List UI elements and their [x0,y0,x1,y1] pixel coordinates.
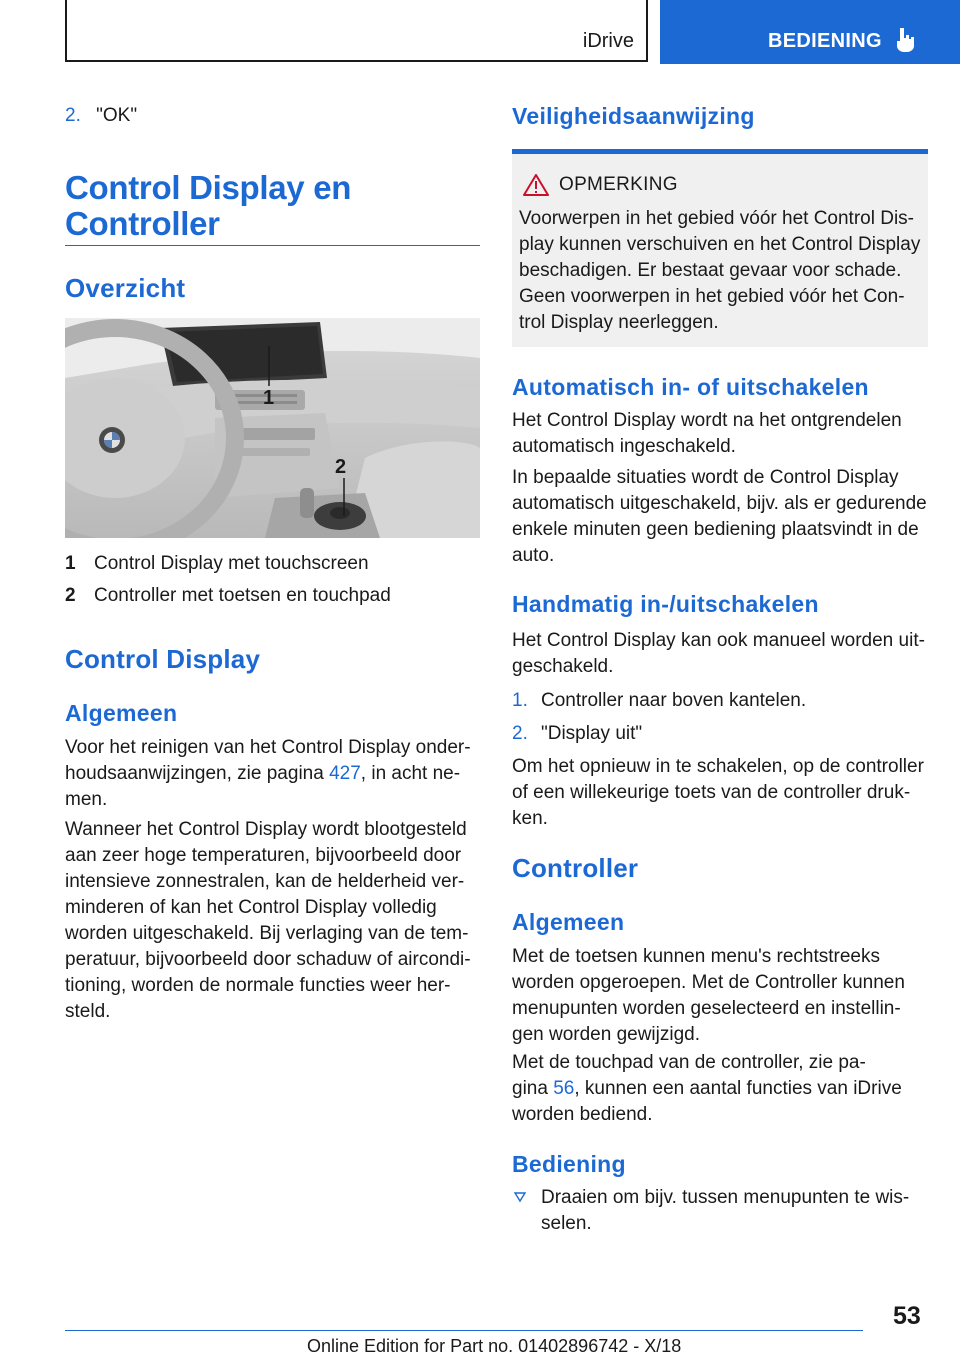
paragraph [65,735,485,813]
chapter-title [65,170,351,242]
paragraph [512,465,932,569]
paragraph [512,1050,932,1128]
legend-number: 2 [65,585,76,606]
warning-note [512,149,928,347]
paragraph-line: enkele minuten geen bediening plaatsvindt in de [512,519,919,540]
header-section-title: iDrive [582,30,634,52]
list-item [65,105,137,127]
paragraph-line: automatisch ingeschakeld. [512,436,736,457]
paragraph-text: houdsaanwijzingen, zie pagina [65,763,330,784]
subsection-heading-bediening: Bediening [512,1151,626,1177]
bullet-line: selen. [541,1213,592,1234]
header-chapter-tab [660,0,960,64]
paragraph-line: minderen of kan het Control Display volledig [65,897,437,918]
list-item-number: 2. [65,105,81,126]
paragraph [512,754,932,832]
figure-callout-2: 2 [335,456,347,478]
paragraph-line: steld. [65,1001,111,1022]
paragraph-line: worden bediend. [512,1104,653,1125]
section-heading-controller: Controller [512,853,639,883]
paragraph-text: , kunnen een aantal functies van iDrive [574,1078,902,1099]
section-heading-overzicht: Overzicht [65,273,186,303]
paragraph-line: auto. [512,545,555,566]
footer-edition: Online Edition for Part no. 01402896742 - X/18 [307,1336,682,1356]
subsection-heading-algemeen: Algemeen [512,909,625,935]
list-item-text: Controller naar boven kantelen. [541,690,807,711]
footer-rule [65,1330,863,1331]
list-item-number: 2. [512,723,528,744]
pointing-hand-icon [893,26,917,54]
warning-triangle-icon [523,174,549,196]
page-link-427[interactable]: 427 [329,763,361,784]
figure-callout-1: 1 [263,387,275,409]
subsection-heading-auto: Automatisch in- of uitschakelen [512,374,869,400]
paragraph-line: worden opgeroepen. Met de Controller kunnen [512,972,905,993]
bullet-line: Draaien om bijv. tussen menupunten te wis‐ [541,1187,910,1208]
note-line: Voorwerpen in het gebied vóór het Control Dis‐ [519,208,915,229]
paragraph-line: tioning, worden de normale functies weer her‐ [65,975,451,996]
header-section-box [65,0,648,62]
paragraph [512,628,932,680]
paragraph-line: Met de touchpad van de controller, zie pa‐ [512,1052,866,1073]
header-chapter-title: BEDIENING [768,30,882,52]
legend-item [65,585,391,607]
page-number: 53 [893,1302,921,1330]
paragraph-text: , in acht ne‐ [360,763,461,784]
list-item-text: "Display uit" [541,723,643,744]
paragraph-line: worden uitgeschakeld. Bij verlaging van de tem‐ [65,923,469,944]
title-rule [65,245,480,246]
paragraph-line: ken. [512,808,548,829]
subsection-heading-handmatig: Handmatig in-/uitschakelen [512,591,819,617]
note-line: trol Display neerleggen. [519,312,719,333]
paragraph-line: Om het opnieuw in te schakelen, op de controller [512,756,924,777]
dashboard-figure [65,318,480,538]
paragraph-line: aan zeer hoge temperaturen, bijvoorbeeld door [65,845,462,866]
bullet-item [541,1185,941,1237]
paragraph-line: Het Control Display kan ook manueel worden uit‐ [512,630,925,651]
list-item [512,723,642,745]
paragraph-line: of een willekeurige toets van de controller druk‐ [512,782,911,803]
paragraph [512,944,932,1048]
chapter-title-line: Control Display en [65,169,352,206]
note-line: beschadigen. Er bestaat gevaar voor schade. [519,260,902,281]
paragraph-line: automatisch uitgeschakeld, bijv. als er gedurende [512,493,927,514]
note-body [519,206,929,336]
note-title: OPMERKING [559,174,678,195]
paragraph-line: gen worden gewijzigd. [512,1024,701,1045]
legend-item [65,553,369,575]
note-line: Geen voorwerpen in het gebied vóór het Con‐ [519,286,905,307]
paragraph-line: peratuur, bijvoorbeeld door schaduw of aircondi‐ [65,949,471,970]
paragraph-line: menupunten worden geselecteerd en instellin‐ [512,998,901,1019]
chapter-title-line: Controller [65,205,220,242]
paragraph-line: Met de toetsen kunnen menu's rechtstreeks [512,946,880,967]
section-heading-control-display: Control Display [65,644,261,674]
legend-text: Controller met toetsen en touchpad [94,585,391,606]
paragraph [512,408,932,460]
paragraph [65,817,485,1025]
section-heading-veiligheid: Veiligheidsaanwijzing [512,103,755,129]
list-item-text: "OK" [96,105,138,126]
paragraph-line: Het Control Display wordt na het ontgrendelen [512,410,902,431]
list-item [512,690,806,712]
subsection-heading-algemeen: Algemeen [65,700,178,726]
list-item-number: 1. [512,690,528,711]
legend-text: Control Display met touchscreen [94,553,369,574]
paragraph-line: In bepaalde situaties wordt de Control Display [512,467,899,488]
paragraph-line: geschakeld. [512,656,614,677]
paragraph-line: men. [65,789,108,810]
legend-number: 1 [65,553,76,574]
paragraph-line: intensieve zonnestralen, kan de helderheid ver‐ [65,871,465,892]
paragraph-text: gina [512,1078,554,1099]
paragraph-line: Wanneer het Control Display wordt blootgesteld [65,819,467,840]
page-link-56[interactable]: 56 [553,1078,575,1099]
bullet-triangle-icon [513,1190,527,1204]
note-line: play kunnen verschuiven en het Control Display [519,234,921,255]
paragraph-line: Voor het reinigen van het Control Display onder‐ [65,737,471,758]
